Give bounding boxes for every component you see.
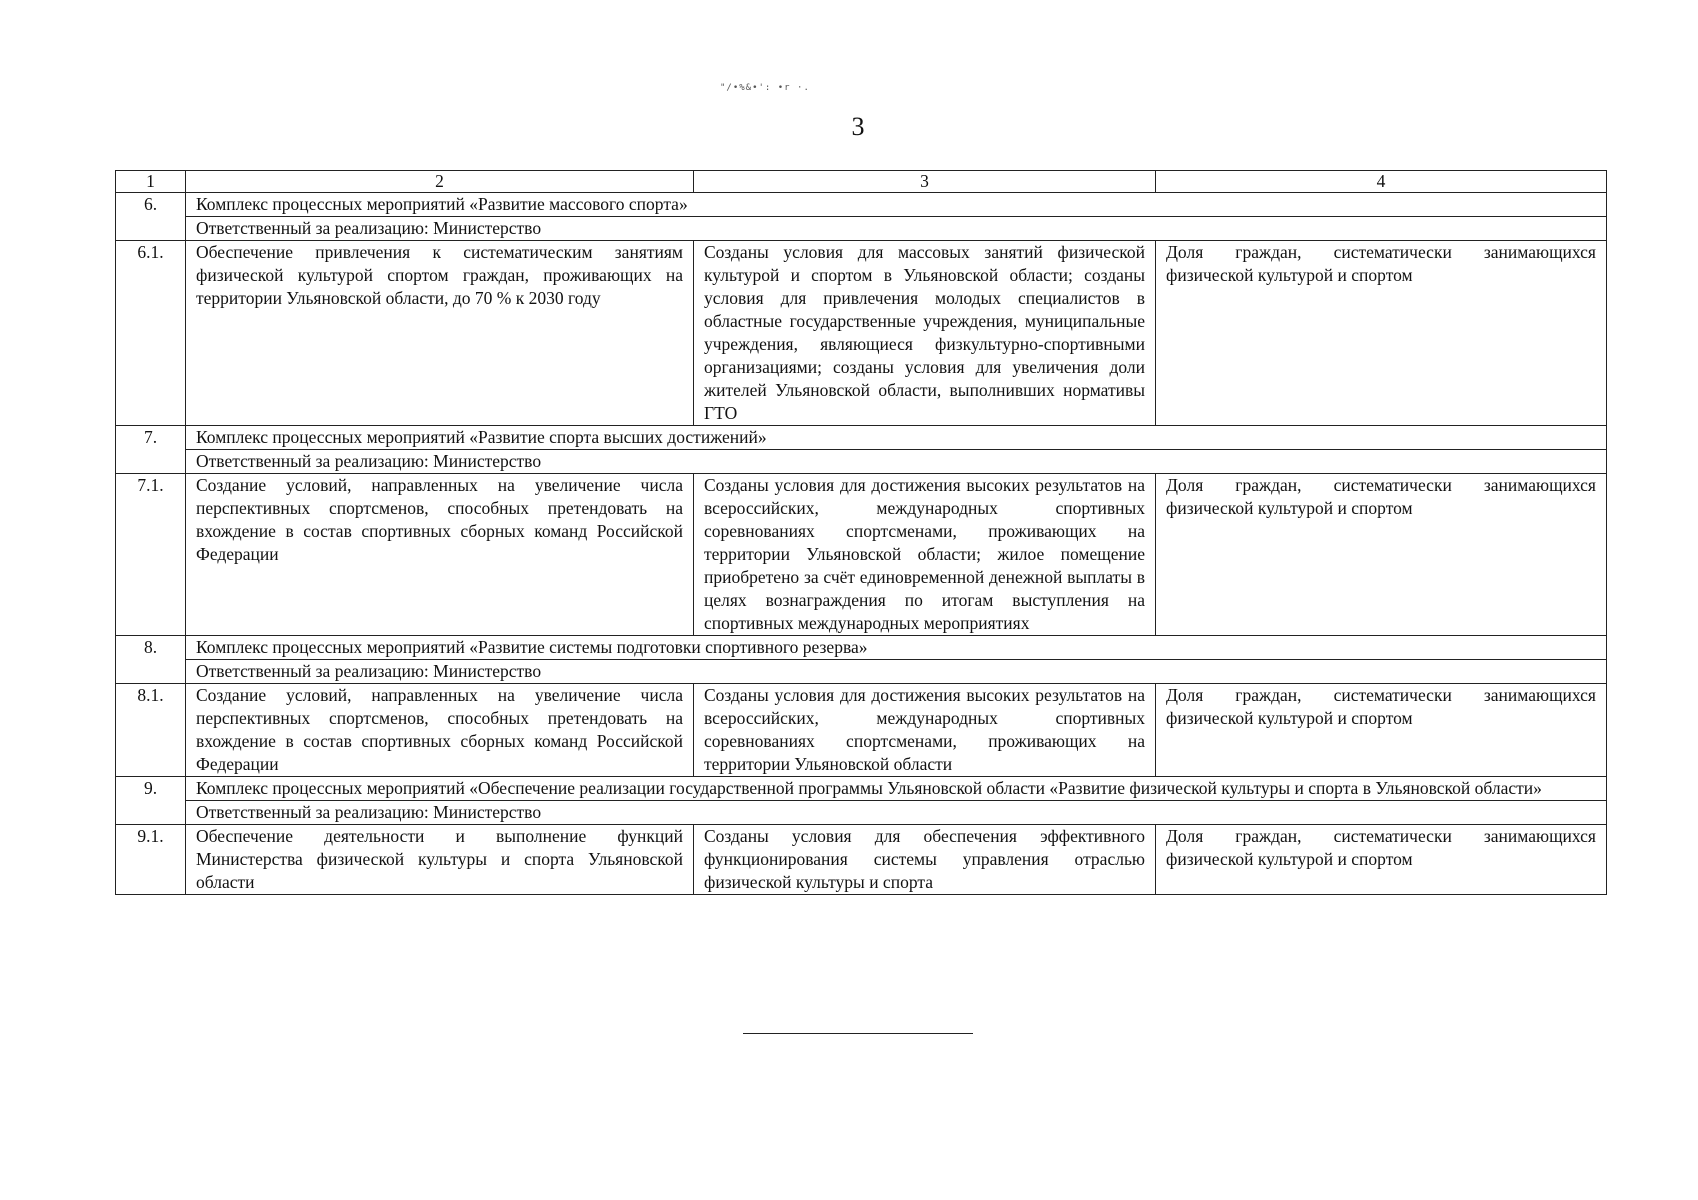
section-responsible: Ответственный за реализацию: Министерство: [186, 450, 1607, 474]
section-responsible: Ответственный за реализацию: Министерство: [186, 660, 1607, 684]
table-row: [116, 825, 1607, 895]
item-result: Созданы условия для достижения высоких результатов на всероссийских, международных спортивных соревнованиях спортсменами, проживающих на территории Ульяновской области; жилое помещение приобретено за счёт единовременной денежной выплаты в целях вознаграждения по итогам выступления на спортивных международных мероприятиях: [694, 474, 1156, 636]
item-number: 9.1.: [116, 825, 186, 895]
item-indicator: Доля граждан, систематически занимающихся физической культурой и спортом: [1156, 241, 1607, 426]
item-number: 6.1.: [116, 241, 186, 426]
item-indicator: Доля граждан, систематически занимающихся физической культурой и спортом: [1156, 474, 1607, 636]
item-number: 7.1.: [116, 474, 186, 636]
closing-rule: [743, 1033, 973, 1034]
table-header-row: [116, 171, 1607, 193]
section-title: Комплекс процессных мероприятий «Развитие системы подготовки спортивного резерва»: [186, 636, 1607, 660]
item-task: Обеспечение привлечения к систематическим занятиям физической культурой спортом граждан, проживающих на территории Ульяновской области, до 70 % к 2030 году: [186, 241, 694, 426]
column-header-3: 3: [694, 171, 1156, 193]
scan-artifact: "/•%&•': •r ·.: [720, 83, 810, 93]
item-result: Созданы условия для обеспечения эффективного функционирования системы управления отраслью физической культуры и спорта: [694, 825, 1156, 895]
section-title: Комплекс процессных мероприятий «Развитие массового спорта»: [186, 193, 1607, 217]
section-row: [116, 426, 1607, 450]
section-number: 7.: [116, 426, 186, 474]
column-header-1: 1: [116, 171, 186, 193]
item-number: 8.1.: [116, 684, 186, 777]
section-title: Комплекс процессных мероприятий «Развитие спорта высших достижений»: [186, 426, 1607, 450]
section-responsible: Ответственный за реализацию: Министерство: [186, 801, 1607, 825]
item-result: Созданы условия для достижения высоких результатов на всероссийских, международных спортивных соревнованиях спортсменами, проживающих на территории Ульяновской области: [694, 684, 1156, 777]
table-row: [116, 684, 1607, 777]
responsible-row: [116, 801, 1607, 825]
section-responsible: Ответственный за реализацию: Министерство: [186, 217, 1607, 241]
item-result: Созданы условия для массовых занятий физической культурой и спортом в Ульяновской области; созданы условия для привлечения молодых специалистов в областные государственные учреждения, муниципальные учреждения, являющиеся физкультурно-спортивными организациями; созданы условия для увеличения доли жителей Ульяновской области, выполнивших нормативы ГТО: [694, 241, 1156, 426]
section-row: [116, 193, 1607, 217]
section-row: [116, 777, 1607, 801]
section-title: Комплекс процессных мероприятий «Обеспечение реализации государственной программы Ульяновской области «Развитие физической культуры и спорта в Ульяновской области»: [186, 777, 1607, 801]
table-row: [116, 474, 1607, 636]
item-task: Создание условий, направленных на увеличение числа перспективных спортсменов, способных претендовать на вхождение в состав спортивных сборных команд Российской Федерации: [186, 684, 694, 777]
section-number: 9.: [116, 777, 186, 825]
section-row: [116, 636, 1607, 660]
column-header-2: 2: [186, 171, 694, 193]
item-task: Создание условий, направленных на увеличение числа перспективных спортсменов, способных претендовать на вхождение в состав спортивных сборных команд Российской Федерации: [186, 474, 694, 636]
responsible-row: [116, 450, 1607, 474]
item-indicator: Доля граждан, систематически занимающихся физической культурой и спортом: [1156, 825, 1607, 895]
page-number: 3: [851, 112, 865, 141]
section-number: 6.: [116, 193, 186, 241]
section-number: 8.: [116, 636, 186, 684]
item-indicator: Доля граждан, систематически занимающихся физической культурой и спортом: [1156, 684, 1607, 777]
responsible-row: [116, 217, 1607, 241]
program-table: [115, 170, 1607, 895]
responsible-row: [116, 660, 1607, 684]
table-row: [116, 241, 1607, 426]
column-header-4: 4: [1156, 171, 1607, 193]
item-task: Обеспечение деятельности и выполнение функций Министерства физической культуры и спорта Ульяновской области: [186, 825, 694, 895]
